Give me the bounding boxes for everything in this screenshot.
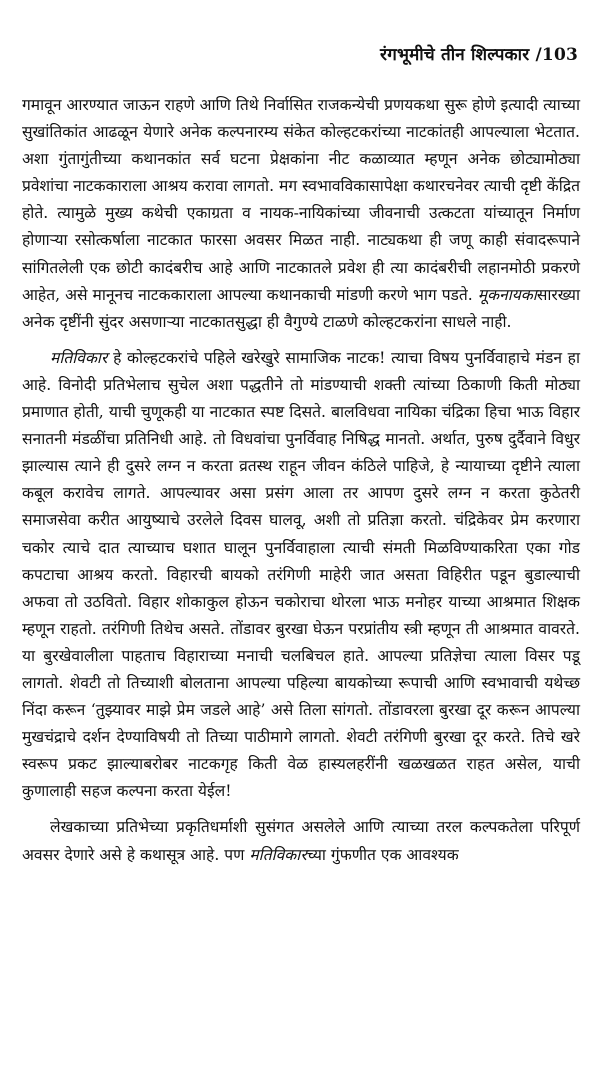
paragraph-1 [22,92,580,336]
play-title-mativikar: मतिविकार [50,348,108,367]
text-segment: लेखकाच्या प्रतिभेच्या प्रकृतिधर्माशी सुसंगत असलेले आणि त्याच्या तरल कल्पकतेला परिपूर्ण अवसर देणारे असे हे कथासूत्र आहे. पण [22,818,580,864]
play-title-mativikar: मतिविकार [249,845,307,864]
text-segment: हे कोल्हटकरांचे पहिले खरेखुरे सामाजिक नाटक! त्याचा विषय पुनर्विवाहाचे मंडन हा आहे. विनोदी प्रतिभेलाच सुचेल अशा पद्धतीने तो मांडण्याची शक्ती त्यांच्या ठिकाणी किती मोठ्या प्रमाणात होती, याची चुणूकही या नाटकात स्पष्ट दिसते. बालविधवा नायिका चंद्रिका हिचा भाऊ विहार सनातनी मंडळींचा प्रतिनिधी आहे. तो विधवांचा पुनर्विवाह निषिद्ध मानतो. अर्थात, पुरुष दुर्दैवाने विधुर झाल्यास त्याने ही दुसरे लग्न न करता व्रतस्थ राहून जीवन कंठिले पाहिजे, हे न्यायाच्या दृष्टीने त्याला कबूल करावेच लागते. आपल्यावर असा प्रसंग आला तर आपण दुसरे लग्न न करता कुठेतरी समाजसेवा करीत आयुष्याचे उरलेले दिवस घालवू, अशी तो प्रतिज्ञा करतो. चंद्रिकेवर प्रेम करणारा चकोर त्याचे दात त्याच्याच घशात घालून पुनर्विवाहाला त्याची संमती मिळविण्याकरिता एका गोड कपटाचा आश्रय करतो. विहारची बायको तरंगिणी माहेरी जात असता विहिरीत पडून बुडाल्याची अफवा तो उठवितो. विहार शोकाकुल होऊन चकोराचा थोरला भाऊ मनोहर याच्या आश्रमात शिक्षक म्हणून राहतो. तरंगिणी तिथेच असते. तोंडावर बुरखा घेऊन परप्रांतीय स्त्री म्हणून ती आश्रमात वावरते. या बुरखेवालीला पाहताच विहाराच्या मनाची चलबिचल हाते. आपल्या प्रतिज्ञेचा त्याला विसर पडू लागतो. शेवटी तो तिच्याशी बोलताना आपल्या पहिल्या बायकोच्या रूपाची आणि स्वभावाची यथेच्छ निंदा करून ‘तुझ्यावर माझे प्रेम जडले आहे’ असे तिला सांगतो. तोंडावरला बुरखा दूर करून आपल्या मुखचंद्राचे दर्शन देण्याविषयी तो तिच्या पाठीमागे लागतो. शेवटी तरंगिणी बुरखा दूर करते. तिचे खरे स्वरूप प्रकट झाल्याबरोबर नाटकगृह किती वेळ हास्यलहरींनी खळखळत राहत असेल, याची कुणालाही सहज कल्पना करता येईल! [22,348,580,801]
paragraph-3 [22,814,580,868]
body-text [22,92,580,869]
paragraph-2 [22,345,580,806]
play-title-mooknayak: मूकनायका [477,285,537,304]
page-number: /103 [535,45,578,65]
text-segment: सारख्या अनेक दृष्टींनी सुंदर असणाऱ्या नाटकातसुद्धा ही वैगुण्ये टाळणे कोल्हटकरांना साधले नाही. [22,285,580,331]
text-segment: गमावून आरण्यात जाऊन राहणे आणि तिथे निर्वासित राजकन्येची प्रणयकथा सुरू होणे इत्यादी त्याच्या सुखांतिकांत आढळून येणारे अनेक कल्पनारम्य संकेत कोल्हटकरांच्या नाटकांतही आपल्याला भेटतात. अशा गुंतागुंतीच्या कथानकांत सर्व घटना प्रेक्षकांना नीट कळाव्यात म्हणून अनेक छोट्यामोठ्या प्रवेशांचा नाटककाराला आश्रय करावा लागतो. मग स्वभावविकासापेक्षा कथारचनेवर त्याची दृष्टी केंद्रित होते. त्यामुळे मुख्य कथेची एकाग्रता व नायक-नायिकांच्या जीवनाची उत्कटता यांच्यातून निर्माण होणाऱ्या रसोत्कर्षाला नाटकात फारसा अवसर मिळत नाही. नाट्यकथा ही जणू काही संवादरूपाने सांगितलेली एक छोटी कादंबरीच आहे आणि नाटकातले प्रवेश ही त्या कादंबरीची लहानमोठी प्रकरणे आहेत, असे मानूनच नाटककाराला आपल्या कथानकाची मांडणी करणे भाग पडते. [22,96,580,304]
running-title: रंगभूमीचे तीन शिल्पकार [380,45,530,65]
text-segment: च्या गुंफणीत एक आवश्यक [306,845,459,864]
running-header [380,42,578,65]
